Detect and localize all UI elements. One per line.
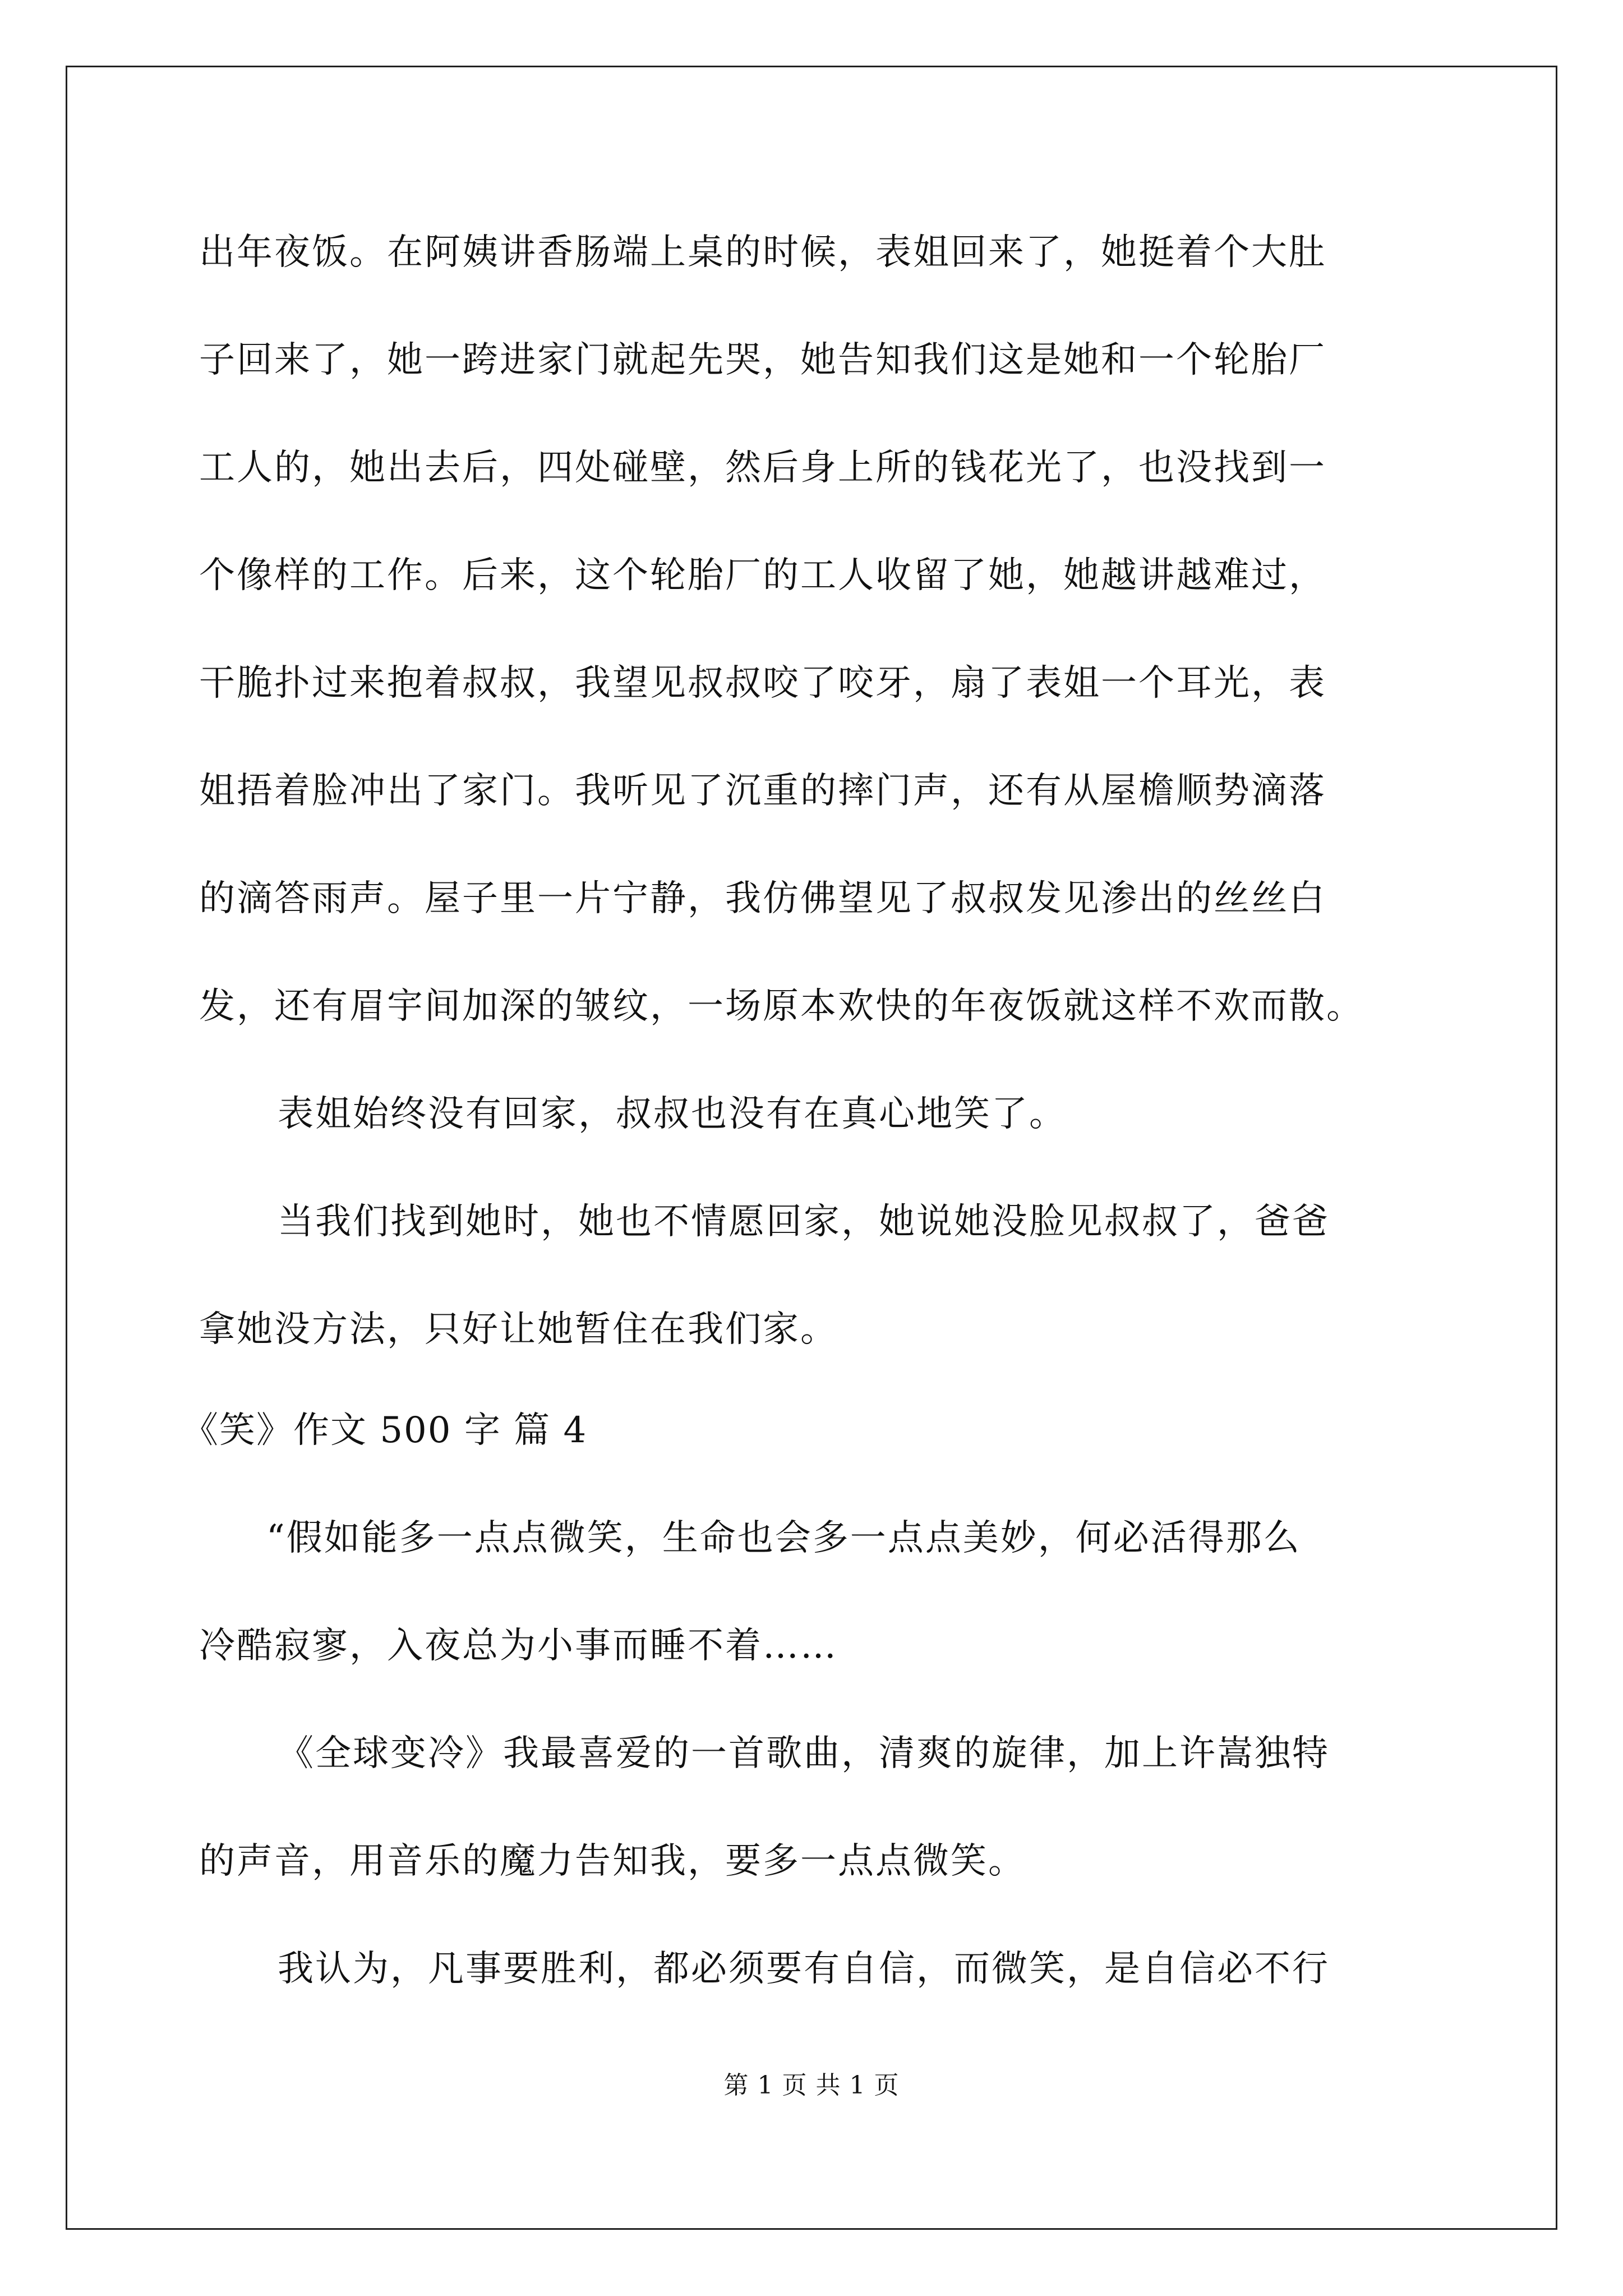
text-line: 发，还有眉宇间加深的皱纹，一场原本欢快的年夜饭就这样不欢而散。 [199, 986, 1364, 1027]
text-line: 工人的，她出去后，四处碰壁，然后身上所的钱花光了，也没找到一 [199, 447, 1326, 489]
paragraph-start-line: “假如能多一点点微笑，生命也会多一点点美妙，何必活得那么 [266, 1517, 1301, 1559]
paragraph-start-line: 我认为，凡事要胜利，都必须要有自信，而微笑，是自信必不行 [278, 1948, 1330, 1990]
text-line: 冷酷寂寥，入夜总为小事而睡不着…… [199, 1625, 838, 1667]
page-footer: 第 1 页 共 1 页 [723, 2071, 900, 2100]
paragraph-start-line: 《全球变冷》我最喜爱的一首歌曲，清爽的旋律，加上许嵩独特 [278, 1733, 1330, 1774]
text-line: 子回来了，她一跨进家门就起先哭，她告知我们这是她和一个轮胎厂 [199, 339, 1326, 381]
paragraph-start-line: 当我们找到她时，她也不情愿回家，她说她没脸见叔叔了，爸爸 [278, 1201, 1330, 1243]
text-line: 拿她没方法，只好让她暂住在我们家。 [199, 1309, 838, 1350]
text-line: 姐捂着脸冲出了家门。我听见了沉重的摔门声，还有从屋檐顺势滴落 [199, 770, 1326, 812]
paragraph-start-line: 表姐始终没有回家，叔叔也没有在真心地笑了。 [278, 1093, 1067, 1135]
page-border [66, 66, 1557, 2230]
text-line: 干脆扑过来抱着叔叔，我望见叔叔咬了咬牙，扇了表姐一个耳光，表 [199, 662, 1326, 704]
section-heading: 《笑》作文 500 字 篇 4 [182, 1410, 588, 1451]
text-line: 的声音，用音乐的魔力告知我，要多一点点微笑。 [199, 1841, 1026, 1882]
text-line: 出年夜饭。在阿姨讲香肠端上桌的时候，表姐回来了，她挺着个大肚 [199, 232, 1326, 273]
text-line: 个像样的工作。后来，这个轮胎厂的工人收留了她，她越讲越难过， [199, 555, 1326, 596]
text-line: 的滴答雨声。屋子里一片宁静，我仿佛望见了叔叔发见渗出的丝丝白 [199, 878, 1326, 919]
